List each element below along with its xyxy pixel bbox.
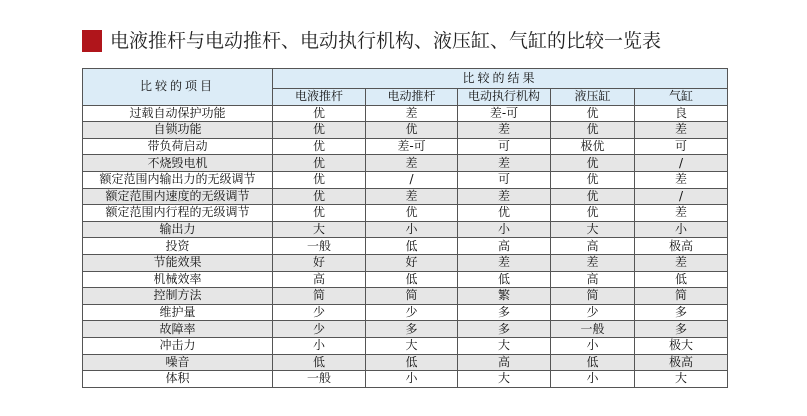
table-cell: 小	[551, 337, 635, 354]
table-cell: 小	[366, 371, 458, 388]
table-cell: 低	[273, 354, 366, 371]
table-row	[83, 122, 728, 139]
row-item-label: 噪音	[83, 354, 273, 371]
table-cell: 优	[273, 138, 366, 155]
row-item-label: 过载自动保护功能	[83, 105, 273, 122]
table-cell: 极高	[635, 238, 728, 255]
table-row	[83, 221, 728, 238]
table-cell: 差-可	[458, 105, 551, 122]
table-cell: 优	[551, 155, 635, 172]
table-cell: 优	[551, 188, 635, 205]
table-cell: 优	[273, 105, 366, 122]
table-row	[83, 155, 728, 172]
table-cell: 优	[551, 171, 635, 188]
table-cell: /	[635, 155, 728, 172]
table-cell: 多	[635, 304, 728, 321]
table-cell: 高	[273, 271, 366, 288]
table-row	[83, 304, 728, 321]
table-cell: 低	[366, 271, 458, 288]
table-cell: 低	[635, 271, 728, 288]
table-cell: 差	[366, 155, 458, 172]
item-header: 比较的项目	[83, 69, 273, 106]
table-cell: 可	[458, 171, 551, 188]
table-cell: 一般	[551, 321, 635, 338]
table-row	[83, 321, 728, 338]
column-header: 气缸	[635, 89, 728, 106]
table-cell: 差	[635, 171, 728, 188]
table-cell: 优	[273, 188, 366, 205]
table-cell: 大	[551, 221, 635, 238]
table-cell: 良	[635, 105, 728, 122]
table-cell: 优	[273, 171, 366, 188]
table-row	[83, 205, 728, 222]
table-cell: 简	[273, 288, 366, 305]
table-cell: 差	[458, 254, 551, 271]
table-row	[83, 238, 728, 255]
row-item-label: 带负荷启动	[83, 138, 273, 155]
table-row	[83, 254, 728, 271]
table-cell: 优	[273, 155, 366, 172]
table-cell: 少	[366, 304, 458, 321]
table-cell: 繁	[458, 288, 551, 305]
column-header: 电动执行机构	[458, 89, 551, 106]
table-cell: 简	[635, 288, 728, 305]
table-cell: 极优	[551, 138, 635, 155]
column-header: 液压缸	[551, 89, 635, 106]
table-cell: 少	[273, 304, 366, 321]
table-cell: 差-可	[366, 138, 458, 155]
table-cell: 优	[273, 205, 366, 222]
table-cell: 优	[551, 105, 635, 122]
table-row	[83, 271, 728, 288]
table-cell: 小	[458, 221, 551, 238]
table-cell: 小	[273, 337, 366, 354]
table-cell: 优	[458, 205, 551, 222]
table-cell: 可	[458, 138, 551, 155]
row-item-label: 额定范围内行程的无级调节	[83, 205, 273, 222]
row-item-label: 自锁功能	[83, 122, 273, 139]
table-row	[83, 188, 728, 205]
column-header: 电动推杆	[366, 89, 458, 106]
table-cell: 差	[458, 122, 551, 139]
row-item-label: 故障率	[83, 321, 273, 338]
table-cell: 优	[551, 122, 635, 139]
table-cell: 一般	[273, 238, 366, 255]
table-cell: 多	[458, 304, 551, 321]
table-cell: 低	[458, 271, 551, 288]
row-item-label: 机械效率	[83, 271, 273, 288]
table-cell: 差	[635, 205, 728, 222]
table-cell: 差	[551, 254, 635, 271]
table-row	[83, 354, 728, 371]
table-cell: 少	[273, 321, 366, 338]
table-cell: 多	[635, 321, 728, 338]
table-cell: /	[366, 171, 458, 188]
table-cell: 多	[458, 321, 551, 338]
table-cell: 小	[366, 221, 458, 238]
result-header: 比较的结果	[273, 69, 728, 89]
table-cell: 优	[366, 122, 458, 139]
row-item-label: 额定范围内速度的无级调节	[83, 188, 273, 205]
table-cell: 大	[458, 371, 551, 388]
table-cell: 优	[273, 122, 366, 139]
table-cell: 差	[458, 155, 551, 172]
table-cell: 极大	[635, 337, 728, 354]
table-cell: 差	[635, 122, 728, 139]
row-item-label: 投资	[83, 238, 273, 255]
table-row	[83, 337, 728, 354]
table-cell: 低	[551, 354, 635, 371]
table-row	[83, 371, 728, 388]
row-item-label: 额定范围内输出力的无级调节	[83, 171, 273, 188]
table-cell: 大	[635, 371, 728, 388]
table-cell: 差	[366, 105, 458, 122]
table-cell: 低	[366, 238, 458, 255]
table-cell: 一般	[273, 371, 366, 388]
table-row	[83, 138, 728, 155]
title-marker	[82, 30, 102, 52]
row-item-label: 节能效果	[83, 254, 273, 271]
table-cell: 差	[458, 188, 551, 205]
row-item-label: 冲击力	[83, 337, 273, 354]
table-cell: 大	[458, 337, 551, 354]
table-cell: 高	[551, 271, 635, 288]
table-cell: 差	[635, 254, 728, 271]
table-cell: 大	[366, 337, 458, 354]
table-cell: 简	[551, 288, 635, 305]
row-item-label: 体积	[83, 371, 273, 388]
table-cell: 好	[366, 254, 458, 271]
table-cell: 低	[366, 354, 458, 371]
comparison-table	[82, 68, 728, 388]
table-cell: 高	[458, 238, 551, 255]
table-cell: 优	[551, 205, 635, 222]
table-row	[83, 105, 728, 122]
row-item-label: 维护量	[83, 304, 273, 321]
table-cell: /	[635, 188, 728, 205]
table-cell: 大	[273, 221, 366, 238]
table-cell: 高	[551, 238, 635, 255]
table-cell: 极高	[635, 354, 728, 371]
table-cell: 小	[551, 371, 635, 388]
table-cell: 多	[366, 321, 458, 338]
table-cell: 可	[635, 138, 728, 155]
table-cell: 小	[635, 221, 728, 238]
page-title: 电液推杆与电动推杆、电动执行机构、液压缸、气缸的比较一览表	[110, 30, 662, 52]
table-cell: 少	[551, 304, 635, 321]
table-row	[83, 288, 728, 305]
table-cell: 高	[458, 354, 551, 371]
row-item-label: 输出力	[83, 221, 273, 238]
table-cell: 简	[366, 288, 458, 305]
table-cell: 优	[366, 205, 458, 222]
table-cell: 好	[273, 254, 366, 271]
table-cell: 差	[366, 188, 458, 205]
row-item-label: 控制方法	[83, 288, 273, 305]
table-row	[83, 171, 728, 188]
column-header: 电液推杆	[273, 89, 366, 106]
row-item-label: 不烧毁电机	[83, 155, 273, 172]
